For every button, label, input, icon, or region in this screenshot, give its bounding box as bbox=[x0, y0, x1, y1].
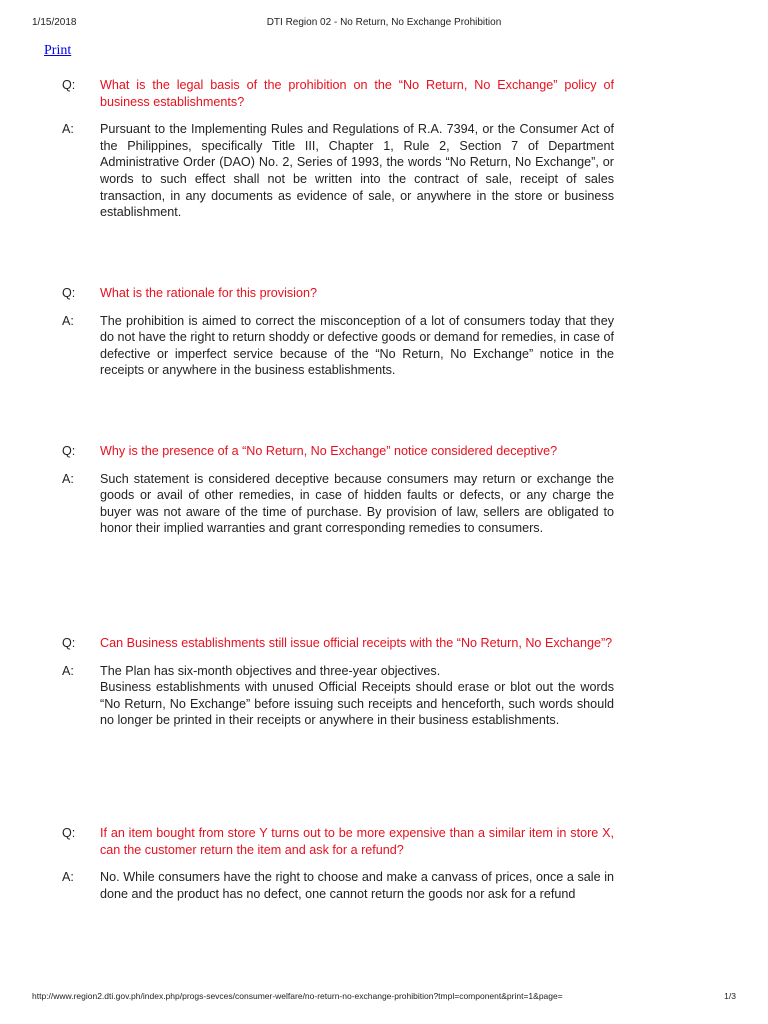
question-3 bbox=[62, 443, 614, 460]
qa-item-4 bbox=[62, 635, 614, 729]
answer-2 bbox=[62, 313, 614, 379]
question-1 bbox=[62, 77, 614, 110]
question-text: Can Business establishments still issue official receipts with the “No Return, No Exchange”? bbox=[100, 636, 613, 650]
question-5 bbox=[62, 825, 614, 858]
question-text: What is the legal basis of the prohibition on the “No Return, No Exchange” policy of business establishments? bbox=[100, 78, 614, 109]
answer-label: A: bbox=[62, 663, 74, 678]
answer-paragraph: Such statement is considered deceptive because consumers may return or exchange the goods or avail of other remedies, in case of hidden faults or defects, or any charge the buyer was not aware of the time of purchase. By provision of law, sellers are obligated to honor their implied warranties and grant corresponding remedies to consumers. bbox=[100, 471, 614, 536]
qa-item-3 bbox=[62, 443, 614, 537]
question-2 bbox=[62, 285, 614, 302]
answer-text bbox=[100, 471, 614, 537]
print-date: 1/15/2018 bbox=[32, 17, 77, 28]
answer-3 bbox=[62, 471, 614, 537]
question-text: Why is the presence of a “No Return, No Exchange” notice considered deceptive? bbox=[100, 444, 558, 458]
answer-paragraph: The Plan has six-month objectives and three-year objectives. bbox=[100, 663, 441, 678]
question-text: What is the rationale for this provision? bbox=[100, 286, 317, 300]
answer-text bbox=[100, 313, 614, 379]
question-label: Q: bbox=[62, 826, 76, 840]
answer-text bbox=[100, 121, 614, 221]
answer-5 bbox=[62, 869, 614, 902]
answer-1 bbox=[62, 121, 614, 221]
answer-label: A: bbox=[62, 122, 74, 137]
answer-4 bbox=[62, 663, 614, 729]
answer-paragraph: Business establishments with unused Official Receipts should erase or blot out the words “No Return, No Exchange” before issuing such receipts and henceforth, such words should no longer be printed in their receipts or anywhere in their business establishments. bbox=[100, 680, 614, 728]
print-link[interactable]: Print bbox=[44, 43, 72, 58]
answer-paragraph: No. While consumers have the right to choose and make a canvass of prices, once a sale in done and the product has no defect, one cannot return the goods nor ask for a refund bbox=[100, 870, 614, 901]
answer-label: A: bbox=[62, 870, 74, 885]
qa-item-1 bbox=[62, 77, 614, 221]
question-label: Q: bbox=[62, 286, 76, 300]
question-label: Q: bbox=[62, 636, 76, 650]
question-label: Q: bbox=[62, 78, 76, 92]
page-title: DTI Region 02 - No Return, No Exchange Prohibition bbox=[266, 17, 502, 28]
answer-text bbox=[100, 663, 614, 729]
answer-text bbox=[100, 869, 614, 902]
page-number: 1/3 bbox=[724, 991, 736, 1001]
answer-paragraph: Pursuant to the Implementing Rules and Regulations of R.A. 7394, or the Consumer Act of the Philippines, specifically Title III, Chapter 1, Rule 2, Section 7 of Department Administrative Order (DAO) No. 2, Series of 1993, the words “No Return, No Exchange”, or words to such effect shall not be written into the contract of sale, receipt of sales transaction, in any documents as evidence of sale, or anywhere in the store or business establishment. bbox=[100, 122, 614, 220]
answer-label: A: bbox=[62, 313, 74, 328]
question-label: Q: bbox=[62, 444, 76, 458]
qa-item-5 bbox=[62, 825, 614, 902]
answer-paragraph: The prohibition is aimed to correct the misconception of a lot of consumers today that they do not have the right to return shoddy or defective goods or demand for remedies, in case of defective or imperfect service because of the “No Return, No Exchange” notice in the receipts or anywhere in the business establishments. bbox=[100, 313, 614, 378]
footer-url: http://www.region2.dti.gov.ph/index.php/progs-sevces/consumer-welfare/no-return-no-exchange-prohibition?tmpl=component&print=1&page= bbox=[32, 991, 563, 1001]
qa-item-2 bbox=[62, 285, 614, 379]
question-4 bbox=[62, 635, 614, 652]
answer-label: A: bbox=[62, 471, 74, 486]
question-text: If an item bought from store Y turns out to be more expensive than a similar item in store X, can the customer return the item and ask for a refund? bbox=[100, 826, 614, 857]
